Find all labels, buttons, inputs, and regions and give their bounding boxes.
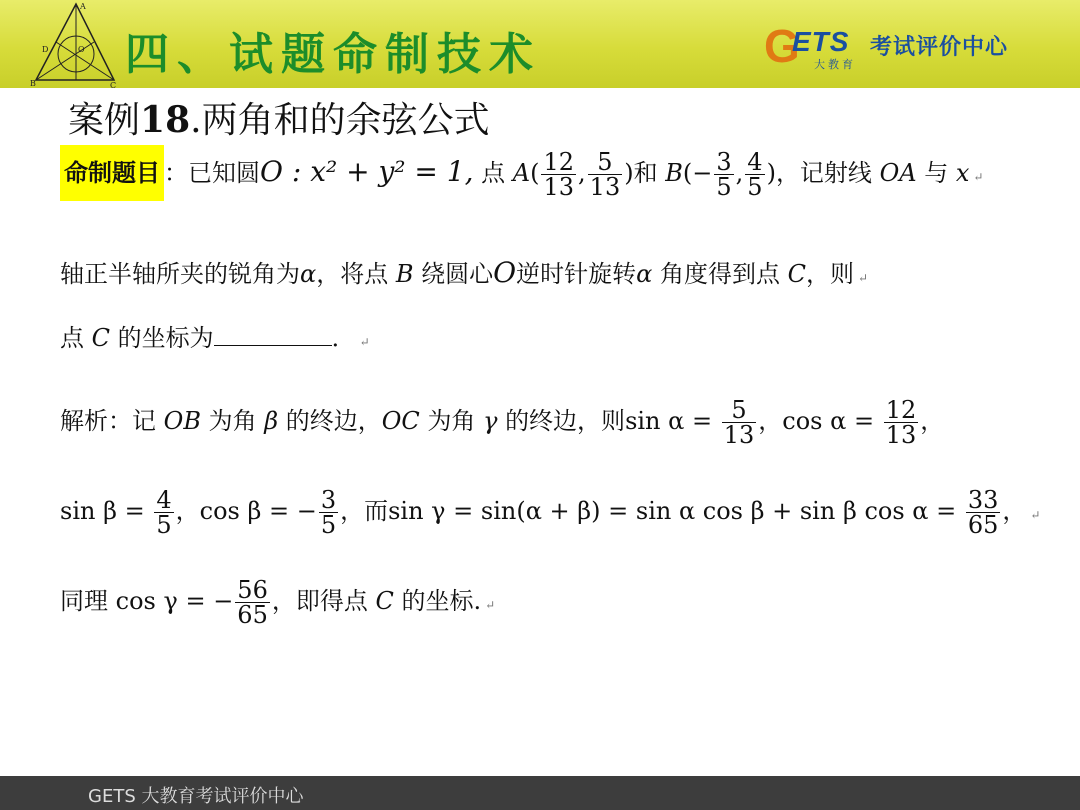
gets-logo bbox=[764, 22, 1034, 72]
solution-text-1b: 为角 bbox=[208, 407, 257, 435]
fig-label-top: A bbox=[80, 2, 86, 11]
axis-x: x bbox=[955, 159, 970, 187]
problem-text-2e: 角度得到点 bbox=[659, 260, 780, 288]
frac-b2: $\frac{4}{5}$ bbox=[747, 148, 763, 201]
point-a: A bbox=[512, 159, 531, 187]
fig-label-left: B bbox=[30, 79, 36, 88]
solution-line-2: sin β = $\frac{4}{5}$ ，cos β = − $\frac{3}{5}$ ，而sin γ = sin(α + β) = sin α cos β + sin β cos α = $\frac{33}{65}$ ， ↵ bbox=[60, 486, 1041, 539]
point-c: C bbox=[787, 260, 806, 288]
frac-sin-beta: $\frac{4}{5}$ bbox=[156, 486, 172, 539]
beta-symbol: β bbox=[264, 407, 279, 435]
point-word: 点 bbox=[473, 159, 513, 187]
problem-text-2d: 逆时针旋转 bbox=[516, 260, 637, 288]
sin-gamma-expr: sin γ = sin(α + β) = sin α cos β + sin β cos α = bbox=[388, 497, 957, 525]
answer-blank bbox=[214, 323, 332, 346]
problem-tag: 命制题目 bbox=[60, 145, 164, 201]
fig-label-right: C bbox=[110, 81, 117, 88]
problem-text-2b: ，将点 bbox=[316, 260, 389, 288]
frac-a2: $\frac{5}{13}$ bbox=[589, 148, 621, 201]
circle-equation: O : x² + y² = 1, bbox=[260, 155, 474, 188]
gamma-symbol: γ bbox=[483, 407, 498, 435]
problem-text-1b: ，记射线 bbox=[775, 159, 872, 187]
frac-b1: $\frac{3}{5}$ bbox=[716, 148, 732, 201]
footer-text: GETS 大教育考试评价中心 bbox=[88, 786, 304, 807]
point-c-2: C bbox=[91, 324, 111, 352]
header-bar bbox=[0, 0, 1080, 88]
logo-brand: ETS bbox=[792, 26, 850, 57]
fig-label-center: O bbox=[78, 45, 85, 54]
point-c-3: C bbox=[375, 587, 394, 615]
solution-line-3: 同理 cos γ = − $\frac{56}{65}$ ，即得点 C 的坐标. ↵ bbox=[60, 576, 496, 629]
fig-label-bottom-left: D bbox=[42, 45, 49, 54]
problem-line-1: 命制题目 ：已知圆O : x² + y² = 1, 点 A( $\frac{12}{13}$ , $\frac{5}{13}$ )和 B(− $\frac{3}{5}$ , $\frac{4}{5}$ )，记射线 OA 与 x ↵ bbox=[60, 150, 983, 199]
frac-cos-gamma: $\frac{56}{65}$ bbox=[237, 576, 268, 629]
cos-beta: cos β = − bbox=[199, 497, 317, 525]
case-title-prefix: 案例 bbox=[68, 100, 141, 141]
solution-text-1: 解析：记 bbox=[60, 407, 156, 435]
problem-text-1: ：已知圆 bbox=[164, 159, 260, 187]
sin-beta: sin β = bbox=[60, 497, 145, 525]
problem-text-2c: 绕圆心 bbox=[421, 260, 494, 288]
cos-gamma: cos γ = − bbox=[115, 587, 234, 615]
problem-text-2f: ，则 bbox=[805, 260, 854, 288]
solution-text-1c: 的终边， bbox=[285, 407, 382, 435]
solution-text-1e: 的终边，则 bbox=[505, 407, 626, 435]
point-b-2: B bbox=[395, 260, 414, 288]
point-b: B bbox=[665, 159, 683, 187]
solution-text-3: 同理 bbox=[60, 587, 108, 615]
cos-alpha: cos α = bbox=[782, 407, 875, 435]
frac-sin-alpha: $\frac{5}{13}$ bbox=[723, 396, 755, 449]
alpha-symbol: α bbox=[300, 260, 317, 288]
triangle-figure bbox=[28, 0, 118, 88]
problem-text-1c: 与 bbox=[924, 159, 949, 187]
point-o: O bbox=[493, 256, 517, 289]
logo-subtitle: 大教育 bbox=[814, 58, 856, 71]
footer-bar bbox=[0, 776, 1080, 810]
frac-cos-beta: $\frac{3}{5}$ bbox=[320, 486, 337, 539]
frac-cos-alpha: $\frac{12}{13}$ bbox=[885, 396, 917, 449]
problem-text-3b: 的坐标为 bbox=[117, 324, 214, 352]
problem-line-3: 点 C 的坐标为 ． ↵ bbox=[60, 324, 370, 352]
ray-ob: OB bbox=[163, 407, 201, 435]
alpha-symbol-2: α bbox=[636, 260, 653, 288]
problem-line-2: 轴正半轴所夹的锐角为α，将点 B 绕圆心O逆时针旋转α 角度得到点 C，则 ↵ bbox=[60, 256, 869, 289]
problem-text-2: 轴正半轴所夹的锐角为 bbox=[60, 260, 300, 288]
solution-line-1: 解析：记 OB 为角 β 的终边，OC 为角 γ 的终边，则sin α = $\frac{5}{13}$ ，cos α = $\frac{12}{13}$ ， bbox=[60, 396, 945, 449]
solution-text-1d: 为角 bbox=[427, 407, 476, 435]
sin-alpha: sin α = bbox=[625, 407, 713, 435]
ray-oa: OA bbox=[879, 159, 917, 187]
solution-text-2: ，而 bbox=[340, 497, 389, 525]
and-word: 和 bbox=[633, 159, 658, 187]
case-title bbox=[68, 92, 490, 143]
problem-end: ． bbox=[331, 324, 356, 352]
solution-text-3c: 的坐标. bbox=[401, 587, 482, 615]
logo-letter-g: G bbox=[764, 20, 800, 72]
problem-text-3: 点 bbox=[60, 324, 84, 352]
solution-text-3b: ，即得点 bbox=[271, 587, 368, 615]
logo-center-name: 考试评价中心 bbox=[870, 35, 1009, 60]
frac-a1: $\frac{12}{13}$ bbox=[543, 148, 575, 201]
case-title-rest: .两角和的余弦公式 bbox=[190, 100, 490, 141]
frac-sin-gamma: $\frac{33}{65}$ bbox=[967, 486, 999, 539]
case-title-number: 18 bbox=[140, 99, 191, 141]
ray-oc: OC bbox=[381, 407, 420, 435]
section-title: 四、试题命制技术 bbox=[125, 29, 541, 80]
